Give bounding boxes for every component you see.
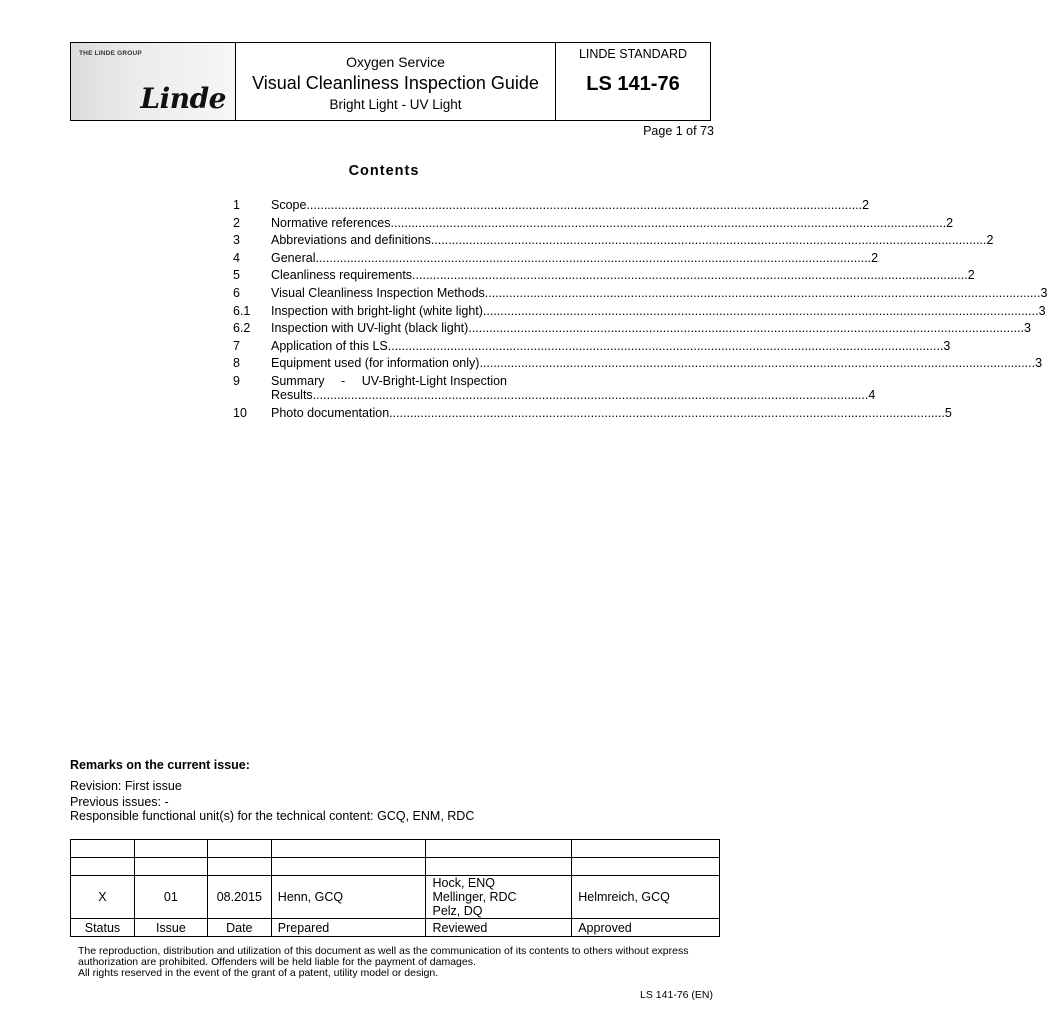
toc-entry[interactable] [233, 215, 954, 230]
toc-leader [389, 406, 945, 420]
notice-line: The reproduction, distribution and utilization of this document as well as the communication of its contents to others without express [78, 945, 689, 957]
notice-line: authorization are prohibited. Offenders will be held liable for the payment of damages. [78, 956, 476, 968]
standard-label: LINDE STANDARD [578, 47, 688, 61]
toc-leader [468, 321, 1024, 335]
table-row-labels [71, 919, 720, 937]
toc-title-line-2: Results [271, 387, 313, 402]
toc-number: 5 [233, 268, 240, 283]
status-label: Status [71, 919, 135, 937]
toc-page: 4 [868, 387, 876, 402]
toc-page: 3 [943, 338, 951, 353]
issue-cell: 01 [134, 876, 207, 919]
previous-issues-line: Previous issues: - [70, 795, 169, 809]
prepared-cell: Henn, GCQ [271, 876, 426, 919]
toc-leader [485, 286, 1041, 300]
toc-page: 3 [1038, 303, 1046, 318]
toc-leader [412, 268, 968, 282]
toc-leader [388, 339, 944, 353]
document-subject: Oxygen Service [346, 54, 445, 70]
toc-title: Normative references [271, 215, 391, 230]
linde-logo: Linde [140, 82, 226, 115]
toc-title: Photo documentation [271, 405, 390, 420]
toc-number: 3 [233, 233, 240, 248]
toc-number: 1 [233, 198, 240, 212]
revision-line: Revision: First issue [70, 779, 182, 793]
toc-number: 2 [233, 215, 240, 230]
document-title: Visual Cleanliness Inspection Guide [252, 73, 539, 93]
reviewer: Pelz, DQ [432, 904, 483, 918]
remarks-heading: Remarks on the current issue: [70, 758, 250, 772]
toc-title: Cleanliness requirements [271, 268, 413, 283]
group-name: THE LINDE GROUP [79, 50, 142, 57]
reviewed-label: Reviewed [426, 919, 572, 937]
document-id: LS 141-76 (EN) [640, 989, 713, 1001]
toc-leader [479, 356, 1035, 370]
toc-entry[interactable] [233, 356, 1043, 371]
toc-number: 8 [233, 356, 240, 371]
toc-title: Visual Cleanliness Inspection Methods [271, 285, 485, 300]
toc-page: 3 [1035, 356, 1043, 371]
toc-title: General [271, 250, 316, 265]
standard-number: LS 141-76 [586, 73, 680, 95]
toc-leader [391, 216, 947, 230]
toc-page: 2 [871, 250, 879, 265]
prepared-label: Prepared [271, 919, 426, 937]
reviewer: Mellinger, RDC [432, 890, 517, 904]
toc-title: Equipment used (for information only) [271, 356, 480, 371]
toc-entry[interactable] [233, 373, 876, 402]
reviewer: Hock, ENQ [432, 876, 495, 890]
toc-leader [306, 198, 862, 212]
table-row-empty [71, 858, 720, 876]
toc-number: 9 [233, 373, 240, 388]
copyright-notice [78, 946, 708, 979]
toc-number: 6 [233, 285, 240, 300]
toc-number: 7 [233, 338, 240, 353]
toc-title: Inspection with bright-light (white light) [271, 303, 483, 318]
title-cell [236, 43, 556, 120]
document-header [70, 42, 711, 121]
toc-page: 2 [967, 268, 975, 283]
toc-leader [313, 388, 869, 402]
document-subtitle: Bright Light - UV Light [329, 97, 462, 112]
table-of-contents [233, 198, 1047, 423]
reviewed-cell [426, 876, 572, 919]
toc-page: 2 [946, 215, 954, 230]
responsible-units-line: Responsible functional unit(s) for the technical content: GCQ, ENM, RDC [70, 809, 475, 823]
toc-entry[interactable] [233, 338, 951, 353]
toc-entry[interactable] [233, 198, 870, 212]
approved-label: Approved [572, 919, 720, 937]
toc-title-line-1: Summary - UV-Bright-Light Inspection [271, 373, 507, 388]
toc-title: Inspection with UV-light (black light) [271, 321, 469, 336]
table-row-current-issue [71, 876, 720, 919]
notice-line: All rights reserved in the event of the grant of a patent, utility model or design. [78, 967, 439, 979]
toc-entry[interactable] [233, 268, 975, 283]
toc-title: Scope [271, 198, 307, 212]
toc-entry[interactable] [233, 285, 1047, 300]
page-indicator: Page 1 of 73 [643, 124, 714, 138]
toc-number: 6.1 [233, 303, 251, 318]
approved-cell: Helmreich, GCQ [572, 876, 720, 919]
toc-page: 3 [1023, 321, 1031, 336]
toc-entry[interactable] [233, 233, 994, 248]
approval-table [70, 839, 720, 937]
toc-leader [315, 251, 871, 265]
toc-entry[interactable] [233, 250, 879, 265]
date-label: Date [207, 919, 271, 937]
issue-label: Issue [134, 919, 207, 937]
table-row-empty [71, 840, 720, 858]
toc-page: 5 [944, 405, 952, 420]
standard-cell [556, 43, 710, 120]
toc-leader [483, 304, 1039, 318]
toc-leader [431, 233, 987, 247]
date-cell: 08.2015 [207, 876, 271, 919]
logo-cell [71, 43, 236, 120]
toc-page: 3 [1040, 285, 1047, 300]
toc-page: 2 [986, 233, 994, 248]
toc-number: 6.2 [233, 321, 251, 336]
contents-heading: Contents [348, 163, 420, 179]
toc-number: 4 [233, 250, 240, 265]
toc-title: Abbreviations and definitions [271, 233, 431, 248]
toc-title: Application of this LS [271, 338, 388, 353]
toc-entry[interactable] [233, 321, 1031, 336]
toc-entry[interactable] [233, 303, 1046, 318]
toc-number: 10 [233, 405, 247, 420]
toc-entry[interactable] [233, 405, 952, 420]
status-cell: X [71, 876, 135, 919]
toc-page: 2 [862, 198, 870, 212]
